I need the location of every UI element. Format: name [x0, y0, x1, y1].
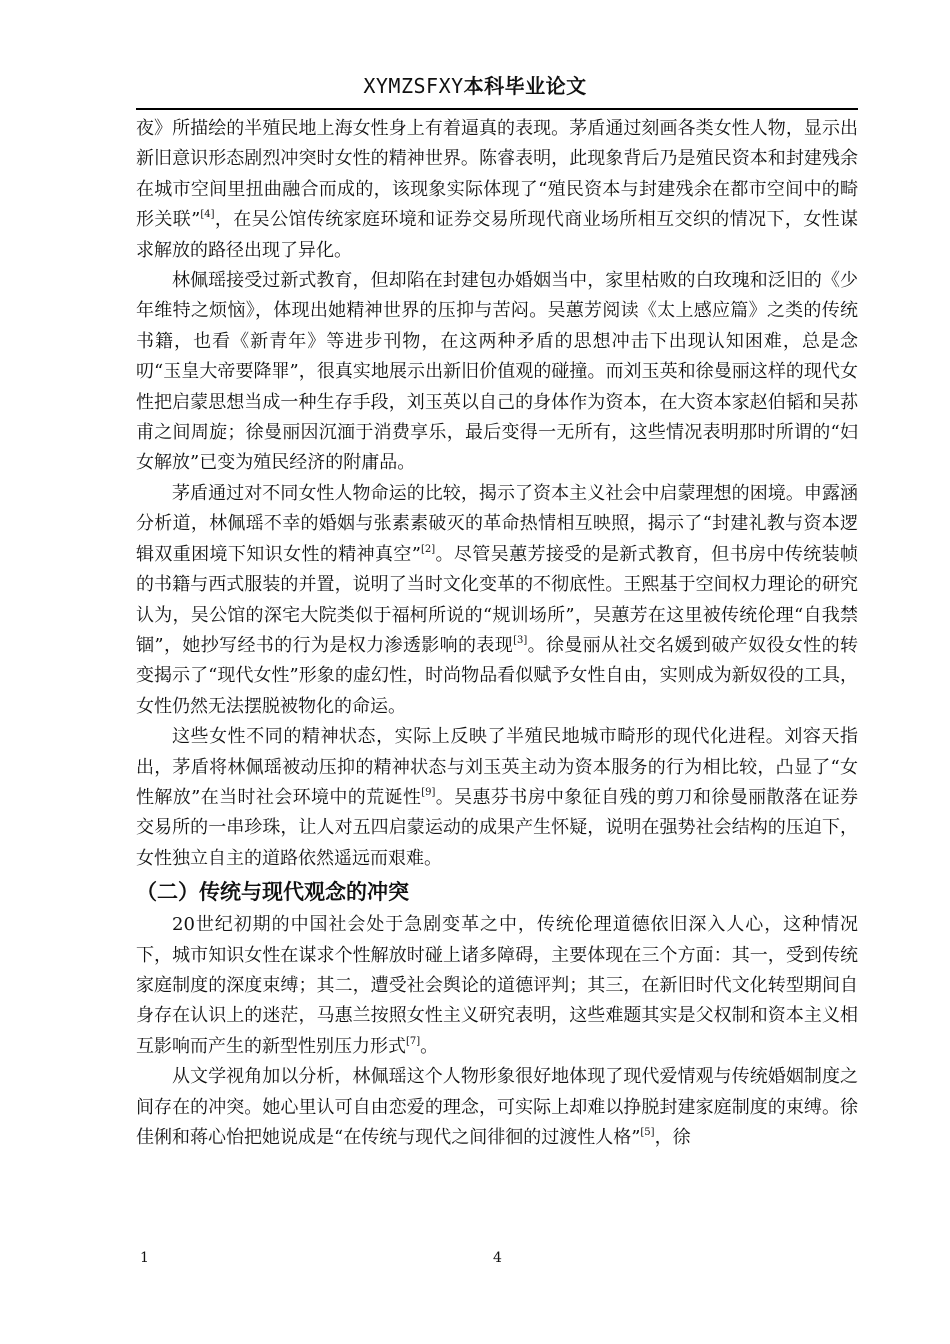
citation: [3] — [513, 634, 528, 646]
footer-left-number: 1 — [140, 1250, 149, 1266]
citation: [4] — [200, 209, 215, 221]
section-heading: （二）传统与现代观念的冲突 — [136, 880, 409, 905]
running-header — [0, 70, 950, 99]
citation: [7] — [406, 1035, 421, 1047]
paragraph-1: 夜》所描绘的半殖民地上海女性身上有着逼真的表现。茅盾通过刻画各类女性人物，显示出新旧意识形态剧烈冲突时女性的精神世界。陈睿表明，此现象背后乃是殖民资本和封建残余在城市空间里扭曲融合而成的，该现象实际体现了“殖民资本与封建残余在都市空间中的畸形关联”[4]，在吴公馆传统家庭环境和证券交易所现代商业场所相互交织的情况下，女性谋求解放的路径出现了异化。 — [136, 118, 858, 261]
header-code: XYMZSFXY — [363, 74, 464, 98]
citation: [9] — [421, 786, 436, 798]
body-text — [136, 114, 858, 1153]
citation: [2] — [420, 543, 436, 555]
paragraph-5: 20世纪初期的中国社会处于急剧变革之中，传统伦理道德依旧深入人心，这种情况下，城市知识女性在谋求个性解放时碰上诸多障碍，主要体现在三个方面：其一，受到传统家庭制度的深度束缚；其二，遭受社会舆论的道德评判；其三，在新旧时代文化转型期间自身存在认识上的迷茫，马惠兰按照女性主义研究表明，这些难题其实是父权制和资本主义相互影响而产生的新型性别压力形式[7]。 — [136, 914, 858, 1057]
paragraph-3: 茅盾通过对不同女性人物命运的比较，揭示了资本主义社会中启蒙理想的困境。申露涵分析道，林佩瑶不幸的婚姻与张素素破灭的革命热情相互映照，揭示了“封建礼教与资本逻辑双重困境下知识女性的精神真空”[2]。尽管吴蕙芳接受的是新式教育，但书房中传统装帧的书籍与西式服装的并置，说明了当时文化变革的不彻底性。王熙基于空间权力理论的研究认为，吴公馆的深宅大院类似于福柯所说的“规训场所”，吴蕙芳在这里被传统伦理“自我禁锢”，她抄写经书的行为是权力渗透影响的表现[3]。徐曼丽从社交名媛到破产奴役女性的转变揭示了“现代女性”形象的虚幻性，时尚物品看似赋予女性自由，实则成为新奴役的工具，女性仍然无法摆脱被物化的命运。 — [136, 482, 859, 717]
citation: [5] — [640, 1127, 655, 1138]
header-title: 本科毕业论文 — [463, 74, 587, 98]
paragraph-4: 这些女性不同的精神状态，实际上反映了半殖民地城市畸形的现代化进程。刘容天指出，茅盾将林佩瑶被动压抑的精神状态与刘玉英主动为资本服务的行为相比较，凸显了“女性解放”在当时社会环境中的荒诞性[9]。吴惠芬书房中象征自残的剪刀和徐曼丽散落在证券交易所的一串珍珠，让人对五四启蒙运动的成果产生怀疑，说明在强势社会结构的压迫下，女性独立自主的道路依然遥远而艰难。 — [136, 726, 858, 869]
paragraph-6: 从文学视角加以分析，林佩瑶这个人物形象很好地体现了现代爱情观与传统婚姻制度之间存在的冲突。她心里认可自由恋爱的理念，可实际上却难以挣脱封建家庭制度的束缚。徐佳俐和蒋心怡把她说成是“在传统与现代之间徘徊的过渡性人格”[5]，徐 — [136, 1066, 858, 1148]
paragraph-2: 林佩瑶接受过新式教育，但却陷在封建包办婚姻当中，家里枯败的白玫瑰和泛旧的《少年维特之烦恼》，体现出她精神世界的压抑与苦闷。吴蕙芳阅读《太上感应篇》之类的传统书籍，也看《新青年》等进步刊物，在这两种矛盾的思想冲击下出现认知困难，总是念叨“玉皇大帝要降罪”，很真实地展示出新旧价值观的碰撞。而刘玉英和徐曼丽这样的现代女性把启蒙思想当成一种生存手段，刘玉英以自己的身体作为资本，在大资本家赵伯韬和吴荪甫之间周旋；徐曼丽因沉湎于消费享乐，最后变得一无所有，这些情况表明那时所谓的“妇女解放”已变为殖民经济的附庸品。 — [136, 270, 858, 474]
header-rule — [136, 108, 858, 110]
page-number: 4 — [493, 1250, 502, 1266]
